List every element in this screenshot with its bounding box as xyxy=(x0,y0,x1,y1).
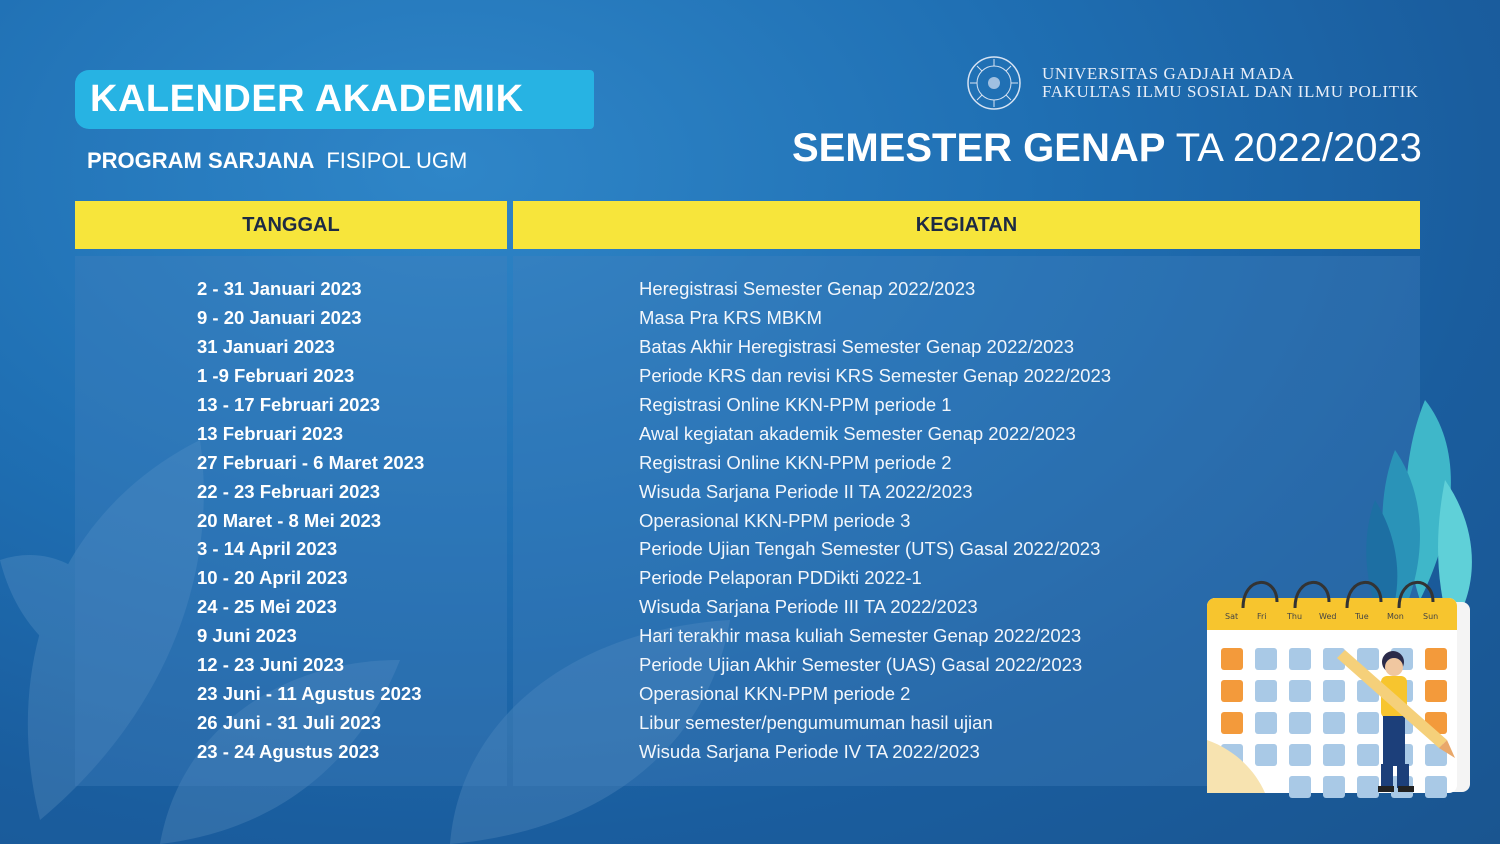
weekday-label: Mon xyxy=(1387,612,1404,621)
date-cell: 31 Januari 2023 xyxy=(197,335,335,357)
program-label: PROGRAM SARJANA xyxy=(87,148,315,173)
activity-cell: Periode Ujian Tengah Semester (UTS) Gasal 2022/2023 xyxy=(639,538,1101,560)
activity-cell: Periode Ujian Akhir Semester (UAS) Gasal 2022/2023 xyxy=(639,654,1083,676)
weekday-label: Thu xyxy=(1287,612,1303,621)
calendar-day-cell xyxy=(1255,648,1277,670)
calendar-day-cell xyxy=(1289,648,1311,670)
calendar-day-cell xyxy=(1221,712,1243,734)
date-cell: 9 - 20 Januari 2023 xyxy=(197,306,362,328)
column-header-activity: KEGIATAN xyxy=(513,201,1420,249)
calendar-day-cell xyxy=(1323,680,1345,702)
date-cell: 9 Juni 2023 xyxy=(197,625,297,647)
weekday-label: Sat xyxy=(1225,612,1239,621)
activity-cell: Hari terakhir masa kuliah Semester Genap 2022/2023 xyxy=(639,625,1082,647)
calendar-day-cell xyxy=(1323,712,1345,734)
activity-cell: Batas Akhir Heregistrasi Semester Genap 2022/2023 xyxy=(639,335,1074,357)
date-cell: 26 Juni - 31 Juli 2023 xyxy=(197,712,382,734)
date-cell: 13 - 17 Februari 2023 xyxy=(197,393,381,415)
date-cell: 27 Februari - 6 Maret 2023 xyxy=(197,451,425,473)
activity-cell: Operasional KKN-PPM periode 2 xyxy=(639,683,911,705)
faculty-line: FAKULTAS ILMU SOSIAL DAN ILMU POLITIK xyxy=(1042,82,1419,101)
calendar-day-cell xyxy=(1255,744,1277,766)
activity-cell: Periode Pelaporan PDDikti 2022-1 xyxy=(639,567,922,589)
activity-cell: Heregistrasi Semester Genap 2022/2023 xyxy=(639,278,976,299)
program-faculty: FISIPOL UGM xyxy=(326,148,468,173)
calendar-day-cell xyxy=(1425,680,1447,702)
date-cell: 13 Februari 2023 xyxy=(197,422,344,444)
calendar-day-cell xyxy=(1357,776,1379,798)
date-cell: 2 - 31 Januari 2023 xyxy=(197,278,362,299)
activity-cell: Wisuda Sarjana Periode IV TA 2022/2023 xyxy=(639,741,980,762)
calendar-day-cell xyxy=(1221,648,1243,670)
activity-list xyxy=(639,277,1111,769)
calendar-day-cell xyxy=(1289,776,1311,798)
activity-cell: Periode KRS dan revisi KRS Semester Genap 2022/2023 xyxy=(639,364,1112,386)
date-cell: 20 Maret - 8 Mei 2023 xyxy=(197,509,382,531)
date-cell: 24 - 25 Mei 2023 xyxy=(197,596,337,618)
column-header-date: TANGGAL xyxy=(75,201,507,249)
activity-cell: Operasional KKN-PPM periode 3 xyxy=(639,509,911,531)
calendar-day-cell xyxy=(1289,712,1311,734)
activity-cell: Awal kegiatan akademik Semester Genap 2022/2023 xyxy=(639,422,1076,444)
semester-title xyxy=(792,126,1422,171)
ugm-logo-icon xyxy=(966,55,1022,111)
activity-cell: Registrasi Online KKN-PPM periode 2 xyxy=(639,451,952,473)
activity-cell: Libur semester/pengumumuman hasil ujian xyxy=(639,712,993,734)
date-cell: 23 Juni - 11 Agustus 2023 xyxy=(197,683,422,705)
weekday-label: Fri xyxy=(1257,612,1267,621)
date-cell: 3 - 14 April 2023 xyxy=(197,538,338,560)
date-cell: 1 -9 Februari 2023 xyxy=(197,364,355,386)
semester-year: TA 2022/2023 xyxy=(1175,126,1422,170)
calendar-day-cell xyxy=(1255,712,1277,734)
date-cell: 10 - 20 April 2023 xyxy=(197,567,348,589)
activity-cell: Wisuda Sarjana Periode II TA 2022/2023 xyxy=(639,480,973,502)
weekday-label: Tue xyxy=(1355,612,1369,621)
date-list xyxy=(197,277,424,769)
page-title: KALENDER AKADEMIK xyxy=(90,78,524,120)
calendar-illustration-icon xyxy=(1195,390,1485,810)
activity-cell: Masa Pra KRS MBKM xyxy=(639,306,822,328)
semester-label: SEMESTER GENAP xyxy=(792,126,1166,170)
weekday-label: Wed xyxy=(1319,612,1337,621)
weekday-label: Sun xyxy=(1423,612,1439,621)
calendar-day-cell xyxy=(1323,744,1345,766)
calendar-day-cell xyxy=(1221,680,1243,702)
university-line: UNIVERSITAS GADJAH MADA xyxy=(1042,64,1295,83)
university-name xyxy=(1042,65,1419,101)
calendar-day-cell xyxy=(1425,648,1447,670)
program-subtitle xyxy=(87,148,467,174)
date-cell: 23 - 24 Agustus 2023 xyxy=(197,741,380,762)
calendar-day-cell xyxy=(1357,712,1379,734)
date-cell: 12 - 23 Juni 2023 xyxy=(197,654,345,676)
date-cell: 22 - 23 Februari 2023 xyxy=(197,480,381,502)
calendar-day-cell xyxy=(1289,744,1311,766)
calendar-day-cell xyxy=(1323,776,1345,798)
calendar-day-cell xyxy=(1357,744,1379,766)
activity-cell: Registrasi Online KKN-PPM periode 1 xyxy=(639,393,952,415)
activity-cell: Wisuda Sarjana Periode III TA 2022/2023 xyxy=(639,596,978,618)
calendar-day-cell xyxy=(1289,680,1311,702)
calendar-day-cell xyxy=(1255,680,1277,702)
calendar-day-cell xyxy=(1425,776,1447,798)
